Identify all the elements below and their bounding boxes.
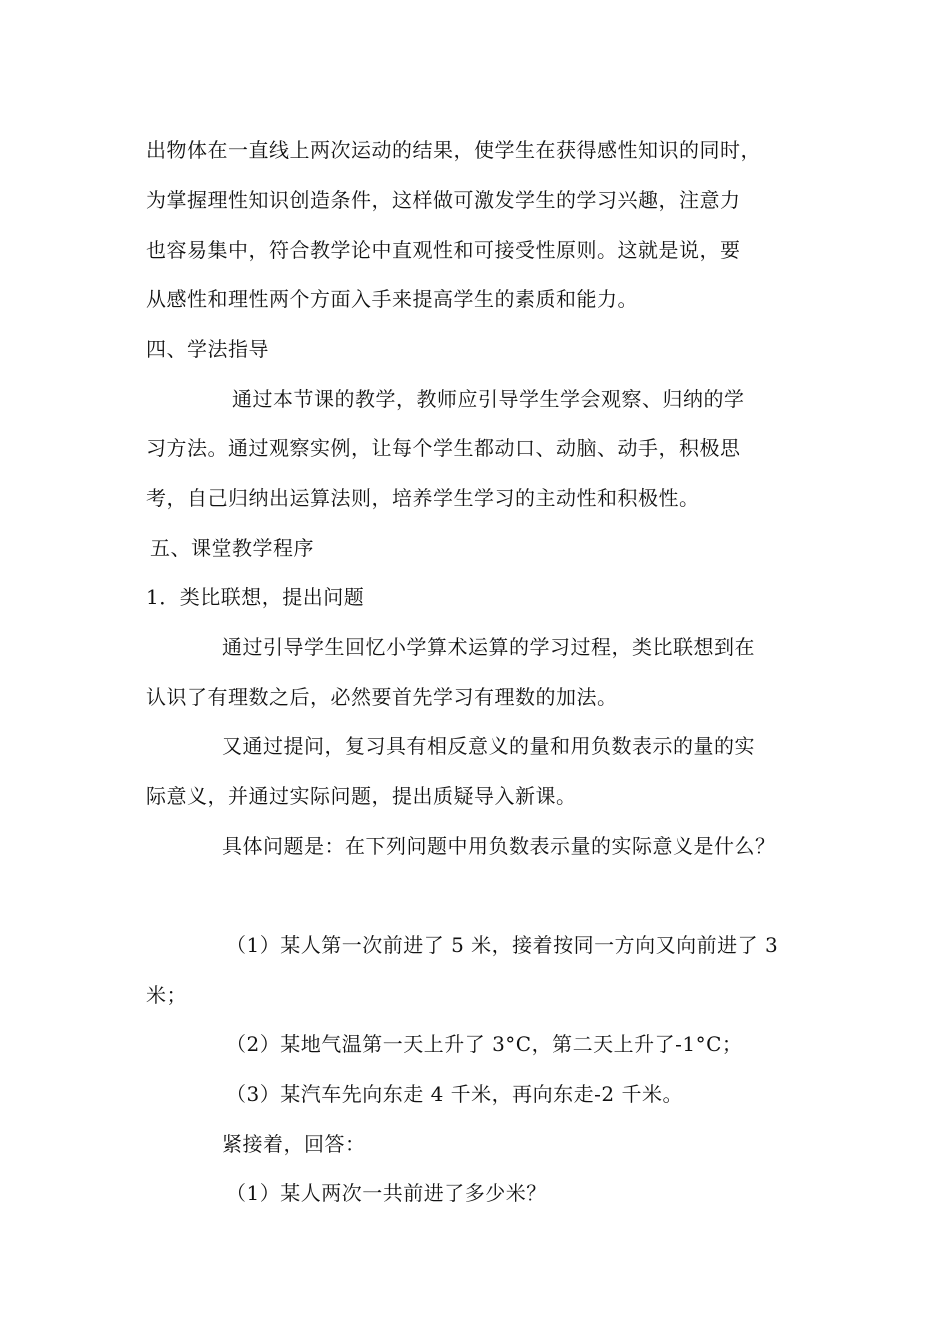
section-heading: 五、课堂教学程序 (150, 536, 314, 560)
paragraph-line: 米； (146, 983, 187, 1007)
subsection-heading: 1．类比联想，提出问题 (146, 585, 365, 609)
paragraph-line: 认识了有理数之后，必然要首先学习有理数的加法。 (146, 685, 618, 709)
list-item: （1）某人两次一共前进了多少米？ (226, 1181, 547, 1205)
paragraph-line: 际意义，并通过实际问题，提出质疑导入新课。 (146, 784, 577, 808)
list-item: （1）某人第一次前进了 5 米，接着按同一方向又向前进了 3 (226, 933, 779, 957)
paragraph-line: 考，自己归纳出运算法则，培养学生学习的主动性和积极性。 (146, 486, 700, 510)
paragraph-line: 紧接着，回答： (222, 1132, 366, 1156)
list-item: （2）某地气温第一天上升了 3°C，第二天上升了-1°C； (226, 1032, 743, 1056)
paragraph-line: 出物体在一直线上两次运动的结果，使学生在获得感性知识的同时， (146, 138, 761, 162)
paragraph-line: 通过引导学生回忆小学算术运算的学习过程，类比联想到在 (222, 635, 755, 659)
paragraph-line: 从感性和理性两个方面入手来提高学生的素质和能力。 (146, 287, 638, 311)
paragraph-line: 具体问题是：在下列问题中用负数表示量的实际意义是什么？ (222, 834, 776, 858)
paragraph-line: 习方法。通过观察实例，让每个学生都动口、动脑、动手，积极思 (146, 436, 741, 460)
paragraph-line: 为掌握理性知识创造条件，这样做可激发学生的学习兴趣，注意力 (146, 188, 741, 212)
section-heading: 四、学法指导 (146, 337, 269, 361)
paragraph-line: 也容易集中，符合教学论中直观性和可接受性原则。这就是说，要 (146, 238, 741, 262)
paragraph-line: 又通过提问，复习具有相反意义的量和用负数表示的量的实 (222, 734, 755, 758)
list-item: （3）某汽车先向东走 4 千米，再向东走-2 千米。 (226, 1082, 684, 1106)
paragraph-line: 通过本节课的教学，教师应引导学生学会观察、归纳的学 (232, 387, 745, 411)
